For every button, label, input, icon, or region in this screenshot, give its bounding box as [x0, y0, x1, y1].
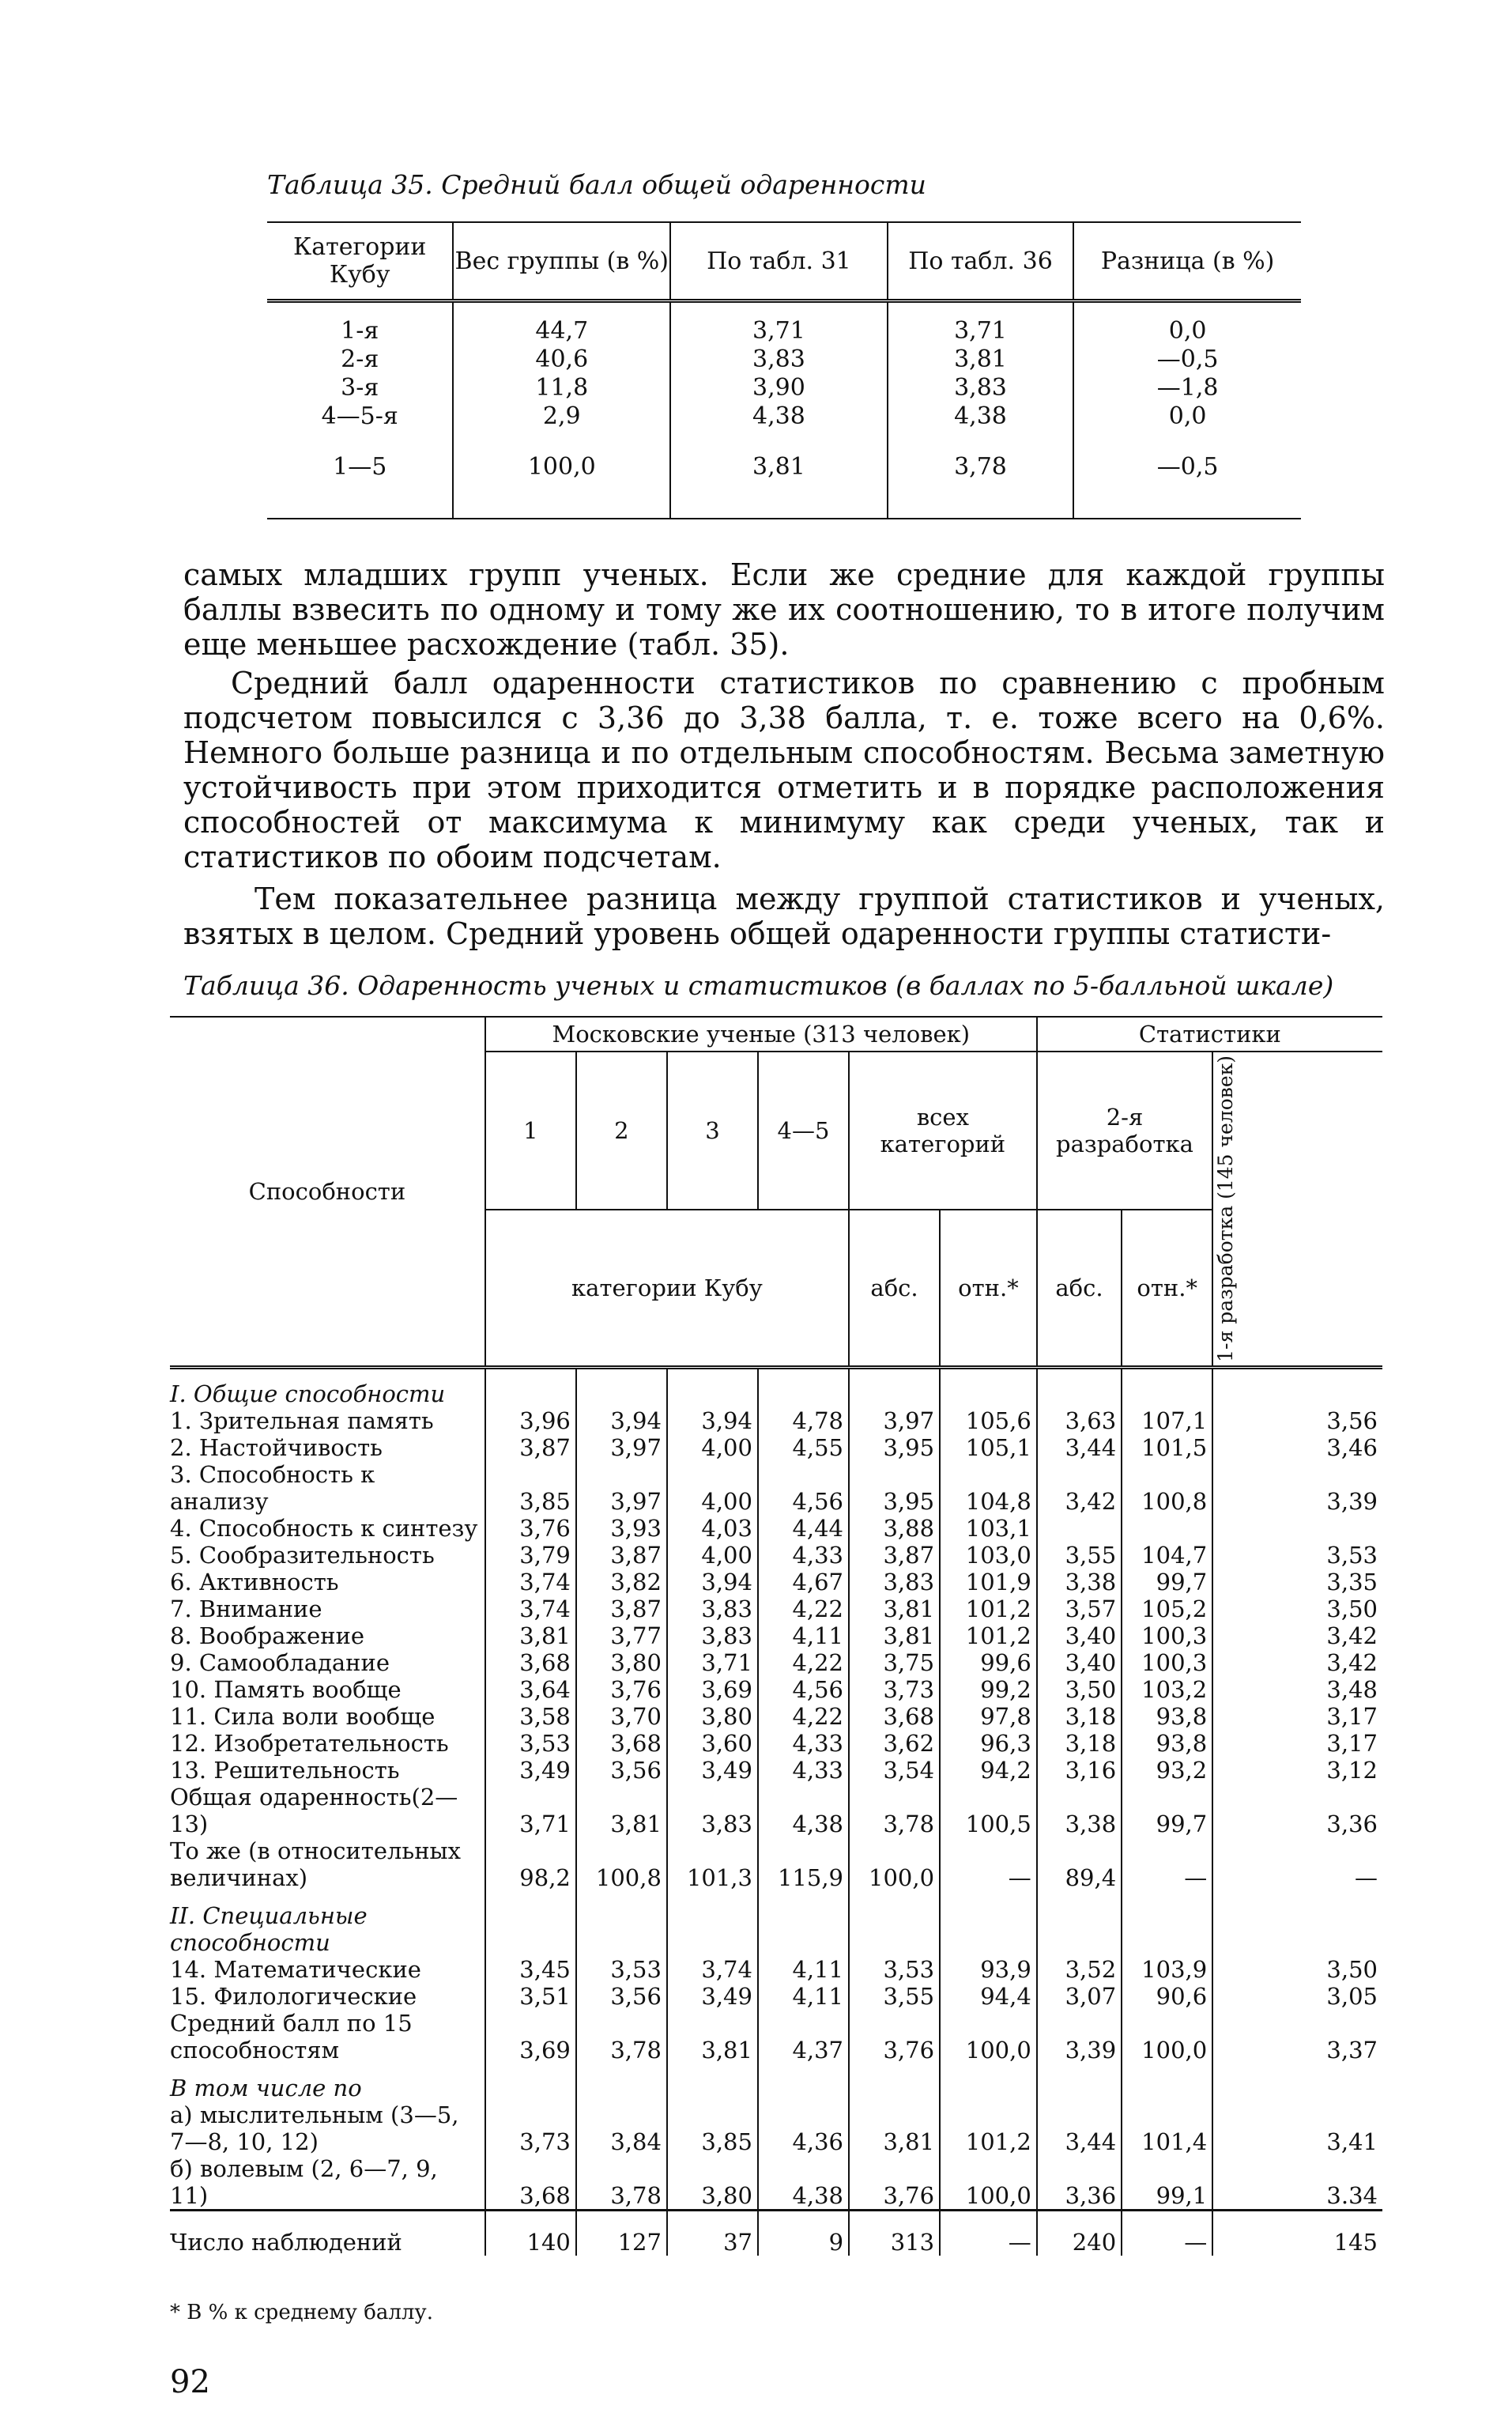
- row-label: 14. Математические: [170, 1955, 421, 1983]
- table-cell: [1212, 1515, 1382, 1542]
- header-cell: Категории Кубу: [267, 222, 453, 301]
- table-cell: 3,69: [485, 2010, 576, 2064]
- row-label: 13. Решительность: [170, 1756, 400, 1784]
- statisticians-header: Статистики: [1037, 1017, 1382, 1052]
- paragraph: Тем показательнее разница между группой статистиков и ученых, взятых в целом. Средний уровень общей одаренности группы статисти-: [183, 882, 1385, 951]
- table-row: [170, 1956, 1382, 1983]
- table-cell: 3,85: [485, 1461, 576, 1515]
- table-cell: 145: [1212, 2210, 1382, 2256]
- table-cell: 3,78: [888, 447, 1073, 519]
- table-cell: 3,77: [576, 1622, 667, 1649]
- row-label: 3. Способность к анализу: [170, 1460, 375, 1515]
- table-cell: 4,78: [758, 1407, 849, 1434]
- table-row: [170, 1515, 1382, 1542]
- table-cell: 3,53: [1212, 1542, 1382, 1569]
- row-label: Число наблюдений: [170, 2210, 485, 2256]
- table-cell: 101,2: [940, 2101, 1037, 2155]
- row-label: 1. Зрительная память: [170, 1407, 434, 1434]
- all-categories-header: всех категорий: [849, 1052, 1037, 1210]
- section-label: II. Специальные способности: [170, 1901, 368, 1956]
- row-label: 7. Внимание: [170, 1595, 322, 1622]
- table-cell: 3,87: [576, 1595, 667, 1622]
- table-cell: 3,68: [849, 1703, 940, 1730]
- paragraph: Средний балл одаренности статистиков по сравнению с пробным подсчетом повысился с 3,36 до 3,38 балла, т. е. тоже всего на 0,6%. Немного больше разница и по отдельным способностям. Весьма заметную устойчивость при этом приходится отметить и в порядке расположения способностей от максимума к минимуму как среди ученых, так и статистиков по обоим подсчетам.: [183, 666, 1385, 874]
- table-cell: 3,81: [849, 1595, 940, 1622]
- table-cell: 3,83: [667, 1622, 758, 1649]
- row-label: 2. Настойчивость: [170, 1433, 383, 1461]
- table-cell: 3,54: [849, 1757, 940, 1784]
- table-cell: 104,7: [1122, 1542, 1212, 1569]
- table-row: [170, 1595, 1382, 1622]
- table-36-body: [170, 1367, 1382, 2256]
- table-cell: 3,53: [576, 1956, 667, 1983]
- table-cell: 3,62: [849, 1730, 940, 1757]
- table-cell: 3,81: [849, 2101, 940, 2155]
- table-cell: 3,96: [485, 1407, 576, 1434]
- table-cell: [1037, 1515, 1122, 1542]
- table-cell: 4,03: [667, 1515, 758, 1542]
- table-cell: 3,76: [849, 2010, 940, 2064]
- paragraph: самых младших групп ученых. Если же средние для каждой группы баллы взвесить по одному и тому же их соотношению, то в итоге получим еще меньшее расхождение (табл. 35).: [183, 557, 1385, 662]
- table-cell: 3,71 3,83 3,90 4,38: [670, 301, 888, 447]
- table-cell: 99,7: [1122, 1784, 1212, 1837]
- table-cell: 313: [849, 2210, 940, 2256]
- table-cell: 3,18: [1037, 1730, 1122, 1757]
- table-cell: 3,17: [1212, 1703, 1382, 1730]
- table-cell: 3,80: [667, 1703, 758, 1730]
- table-cell: 94,2: [940, 1757, 1037, 1784]
- table-cell: 3,76: [576, 1676, 667, 1703]
- table-cell: 99,6: [940, 1649, 1037, 1676]
- table-cell: 3,69: [667, 1676, 758, 1703]
- kubu-categories-header: категории Кубу: [485, 1210, 849, 1367]
- table-cell: 4,33: [758, 1730, 849, 1757]
- table-cell: 93,8: [1122, 1730, 1212, 1757]
- table-36: [170, 1016, 1382, 2256]
- table-cell: 100,8: [576, 1837, 667, 1891]
- row-label: 6. Активность: [170, 1568, 339, 1595]
- table-cell: 3,76: [485, 1515, 576, 1542]
- table-cell: 3,73: [849, 1676, 940, 1703]
- table-cell: 3,75: [849, 1649, 940, 1676]
- table-cell: 3.34: [1212, 2155, 1382, 2211]
- table-cell: 3,78: [576, 2010, 667, 2064]
- table-cell: 101,5: [1122, 1434, 1212, 1461]
- table-cell: 3,94: [576, 1407, 667, 1434]
- table-cell: 3,49: [667, 1983, 758, 2010]
- table-cell: 3,42: [1037, 1461, 1122, 1515]
- table-cell: 127: [576, 2210, 667, 2256]
- table-cell: 93,2: [1122, 1757, 1212, 1784]
- table-cell: 3,41: [1212, 2101, 1382, 2155]
- table-cell: 3,18: [1037, 1703, 1122, 1730]
- table-cell: 115,9: [758, 1837, 849, 1891]
- table-cell: 240: [1037, 2210, 1122, 2256]
- table-cell: 3,71: [485, 1784, 576, 1837]
- table-row: [170, 1837, 1382, 1891]
- table-cell: —: [940, 1837, 1037, 1891]
- table-cell: 3,38: [1037, 1784, 1122, 1837]
- table-cell: 3,56: [576, 1983, 667, 2010]
- table-row: [170, 1703, 1382, 1730]
- table-cell: 4,33: [758, 1542, 849, 1569]
- table-cell: 105,6: [940, 1407, 1037, 1434]
- table-row: [170, 1407, 1382, 1434]
- table-cell: 107,1: [1122, 1407, 1212, 1434]
- cat-45-header: 4—5: [758, 1052, 849, 1210]
- header-cell: Вес группы (в %): [453, 222, 670, 301]
- table-row: [170, 1730, 1382, 1757]
- header-cell: Разница (в %): [1073, 222, 1301, 301]
- table-cell: 3,36: [1037, 2155, 1122, 2211]
- table-cell: 3,95: [849, 1434, 940, 1461]
- table-cell: 3,12: [1212, 1757, 1382, 1784]
- table-cell: 3,76: [849, 2155, 940, 2211]
- table-cell: 3,45: [485, 1956, 576, 1983]
- table-cell: 103,1: [940, 1515, 1037, 1542]
- table-cell: 4,00: [667, 1542, 758, 1569]
- table-cell: 4,38: [758, 1784, 849, 1837]
- table-cell: 3,88: [849, 1515, 940, 1542]
- table-cell: 100,0: [940, 2155, 1037, 2211]
- table-cell: 3,68: [576, 1730, 667, 1757]
- row-label: 12. Изобретательность: [170, 1729, 449, 1757]
- table-cell: 100,8: [1122, 1461, 1212, 1515]
- row-label: Общая одаренность(2—13): [170, 1783, 458, 1837]
- table-cell: 3,71: [667, 1649, 758, 1676]
- second-processing-header: 2-я разработка: [1037, 1052, 1212, 1210]
- table-cell: 4,22: [758, 1595, 849, 1622]
- table-cell: 101,2: [940, 1622, 1037, 1649]
- abs-header: абс.: [849, 1210, 940, 1367]
- table-cell: 9: [758, 2210, 849, 2256]
- table-cell: 101,3: [667, 1837, 758, 1891]
- table-cell: 96,3: [940, 1730, 1037, 1757]
- row-label: б) волевым (2, 6—7, 9, 11): [170, 2154, 438, 2209]
- table-cell: 98,2: [485, 1837, 576, 1891]
- cat-2-header: 2: [576, 1052, 667, 1210]
- table-cell: 3,81: [667, 2010, 758, 2064]
- table-row: [170, 1784, 1382, 1837]
- table-cell: 3,79: [485, 1542, 576, 1569]
- table-cell: 4,67: [758, 1569, 849, 1595]
- table-row: [170, 2210, 1382, 2256]
- table-row: [170, 1569, 1382, 1595]
- table-cell: 105,1: [940, 1434, 1037, 1461]
- table-cell: 3,52: [1037, 1956, 1122, 1983]
- footnote: * В % к среднему баллу.: [170, 2301, 433, 2324]
- table-cell: 3,81: [670, 447, 888, 519]
- table-cell: 3,87: [849, 1542, 940, 1569]
- table-cell: 37: [667, 2210, 758, 2256]
- table-cell: 1—5: [267, 447, 453, 519]
- table-cell: —: [940, 2210, 1037, 2256]
- abilities-header: Способности: [170, 1017, 485, 1367]
- table-cell: 3,55: [849, 1983, 940, 2010]
- cat-1-header: 1: [485, 1052, 576, 1210]
- row-label: 9. Самообладание: [170, 1648, 390, 1676]
- table-cell: 1-я 2-я 3-я 4—5-я: [321, 317, 398, 430]
- table-cell: 3,49: [667, 1757, 758, 1784]
- table-cell: 3,94: [667, 1569, 758, 1595]
- table-row: [170, 1461, 1382, 1515]
- row-label: То же (в относительных величинах): [170, 1837, 461, 1891]
- table-cell: 3,55: [1037, 1542, 1122, 1569]
- table-row: [170, 1983, 1382, 2010]
- table-cell: 3,57: [1037, 1595, 1122, 1622]
- table-cell: 4,11: [758, 1622, 849, 1649]
- table-cell: 4,55: [758, 1434, 849, 1461]
- table-cell: 103,9: [1122, 1956, 1212, 1983]
- table-cell: 3,68: [485, 2155, 576, 2211]
- table-cell: 3,97: [849, 1407, 940, 1434]
- table-cell: 3,60: [667, 1730, 758, 1757]
- table-row: [170, 2155, 1382, 2211]
- table-cell: 99,7: [1122, 1569, 1212, 1595]
- table-total-row: [267, 447, 1301, 519]
- table-cell: —: [1122, 2210, 1212, 2256]
- table-row: [170, 1622, 1382, 1649]
- table-cell: 0,0 —0,5 —1,8 0,0: [1073, 301, 1301, 447]
- table-cell: 3,82: [576, 1569, 667, 1595]
- table-cell: 100,3: [1122, 1622, 1212, 1649]
- row-label: 8. Воображение: [170, 1622, 365, 1649]
- table-cell: 3,73: [485, 2101, 576, 2155]
- table-cell: 3,81: [849, 1622, 940, 1649]
- table-cell: 103,0: [940, 1542, 1037, 1569]
- table-cell: 3,68: [485, 1649, 576, 1676]
- table-cell: 89,4: [1037, 1837, 1122, 1891]
- table-cell: —: [1212, 1837, 1382, 1891]
- header-cell: По табл. 36: [888, 222, 1073, 301]
- table-35: [267, 221, 1301, 519]
- table-cell: 4,56: [758, 1676, 849, 1703]
- row-label: 10. Память вообще: [170, 1675, 402, 1703]
- table-cell: 3,48: [1212, 1676, 1382, 1703]
- table-cell: 99,1: [1122, 2155, 1212, 2211]
- table-35-caption: Таблица 35. Средний балл общей одаренности: [267, 169, 926, 200]
- table-cell: 104,8: [940, 1461, 1037, 1515]
- table-cell: 3,64: [485, 1676, 576, 1703]
- table-cell: 4,56: [758, 1461, 849, 1515]
- table-cell: 3,37: [1212, 2010, 1382, 2064]
- table-cell: 3,53: [485, 1730, 576, 1757]
- table-cell: 3,81: [485, 1622, 576, 1649]
- table-row: [170, 2010, 1382, 2064]
- table-cell: 4,22: [758, 1649, 849, 1676]
- table-cell: 3,74: [667, 1956, 758, 1983]
- table-cell: 3,56: [1212, 1407, 1382, 1434]
- table-cell: [1122, 1515, 1212, 1542]
- table-cell: 3,78: [849, 1784, 940, 1837]
- table-cell: 3,44: [1037, 2101, 1122, 2155]
- table-cell: —: [1122, 1837, 1212, 1891]
- table-cell: 3,81: [576, 1784, 667, 1837]
- table-cell: 99,2: [940, 1676, 1037, 1703]
- table-cell: 3,97: [576, 1461, 667, 1515]
- table-36-caption: Таблица 36. Одаренность ученых и статистиков (в баллах по 5-балльной шкале): [183, 970, 1334, 1001]
- table-cell: 90,6: [1122, 1983, 1212, 2010]
- table-cell: 100,0: [1122, 2010, 1212, 2064]
- table-cell: 3,97: [576, 1434, 667, 1461]
- table-cell: 3,53: [849, 1956, 940, 1983]
- row-label: 11. Сила воли вообще: [170, 1702, 436, 1730]
- table-cell: 3,42: [1212, 1649, 1382, 1676]
- row-label: а) мыслительным (3—5, 7—8, 10, 12): [170, 2101, 459, 2155]
- table-cell: 4,38: [758, 2155, 849, 2211]
- section-row: [170, 1891, 1382, 1956]
- rel-header: отн.*: [940, 1210, 1037, 1367]
- moscow-header: Московские ученые (313 человек): [485, 1017, 1037, 1052]
- table-cell: 3,74: [485, 1595, 576, 1622]
- table-cell: 4,00: [667, 1434, 758, 1461]
- table-cell: 3,84: [576, 2101, 667, 2155]
- page-number: 92: [170, 2364, 210, 2400]
- row-label: 4. Способность к синтезу: [170, 1514, 478, 1542]
- table-cell: 4,00: [667, 1461, 758, 1515]
- table-cell: 3,95: [849, 1461, 940, 1515]
- table-cell: 3,49: [485, 1757, 576, 1784]
- table-cell: 3,83: [667, 1784, 758, 1837]
- table-cell: 93,9: [940, 1956, 1037, 1983]
- table-cell: 4,11: [758, 1983, 849, 2010]
- table-cell: 100,0: [453, 447, 670, 519]
- table-cell: 3,50: [1037, 1676, 1122, 1703]
- table-cell: 3,50: [1212, 1595, 1382, 1622]
- table-cell: 3,40: [1037, 1649, 1122, 1676]
- header-cell: По табл. 31: [670, 222, 888, 301]
- table-cell: 44,7 40,6 11,8 2,9: [453, 301, 670, 447]
- cat-3-header: 3: [667, 1052, 758, 1210]
- table-row: [170, 1542, 1382, 1569]
- table-cell: 101,4: [1122, 2101, 1212, 2155]
- first-processing-header: 1-я разработка (145 человек): [1212, 1052, 1382, 1367]
- table-cell: 4,36: [758, 2101, 849, 2155]
- table-cell: 3,38: [1037, 1569, 1122, 1595]
- table-cell: 3,94: [667, 1407, 758, 1434]
- table-cell: 100,0: [849, 1837, 940, 1891]
- table-cell: 3,87: [485, 1434, 576, 1461]
- table-row: [170, 1649, 1382, 1676]
- table-row: [170, 1757, 1382, 1784]
- table-cell: 101,2: [940, 1595, 1037, 1622]
- table-cell: 3,07: [1037, 1983, 1122, 2010]
- table-cell: 3,42: [1212, 1622, 1382, 1649]
- table-row: [170, 2101, 1382, 2155]
- table-cell: 3,63: [1037, 1407, 1122, 1434]
- table-cell: 3,16: [1037, 1757, 1122, 1784]
- table-cell: 100,3: [1122, 1649, 1212, 1676]
- table-cell: 3,39: [1037, 2010, 1122, 2064]
- table-cell: 3,93: [576, 1515, 667, 1542]
- table-cell: 3,80: [576, 1649, 667, 1676]
- table-cell: 3,40: [1037, 1622, 1122, 1649]
- table-cell: 3,50: [1212, 1956, 1382, 1983]
- table-cell: 3,17: [1212, 1730, 1382, 1757]
- section-row: [170, 2064, 1382, 2101]
- section-row: [170, 1367, 1382, 1407]
- table-cell: 3,46: [1212, 1434, 1382, 1461]
- table-cell: 3,80: [667, 2155, 758, 2211]
- table-cell: 3,51: [485, 1983, 576, 2010]
- table-cell: 140: [485, 2210, 576, 2256]
- section-label: В том числе по: [170, 2074, 362, 2101]
- table-cell: 3,83: [849, 1569, 940, 1595]
- table-cell: 101,9: [940, 1569, 1037, 1595]
- table-cell: 100,0: [940, 2010, 1037, 2064]
- table-cell: 3,78: [576, 2155, 667, 2211]
- table-cell: 3,39: [1212, 1461, 1382, 1515]
- section-label: I. Общие способности: [170, 1380, 446, 1407]
- table-cell: 105,2: [1122, 1595, 1212, 1622]
- table-cell: 103,2: [1122, 1676, 1212, 1703]
- row-label: Средний балл по 15 способностям: [170, 2009, 413, 2064]
- table-cell: 4,44: [758, 1515, 849, 1542]
- table-cell: 3,05: [1212, 1983, 1382, 2010]
- table-cell: 3,70: [576, 1703, 667, 1730]
- row-label: 15. Филологические: [170, 1982, 417, 2010]
- table-cell: 93,8: [1122, 1703, 1212, 1730]
- table-cell: 94,4: [940, 1983, 1037, 2010]
- table-row: [170, 1676, 1382, 1703]
- rel-header: отн.*: [1122, 1210, 1212, 1367]
- table-cell: 3,83: [667, 1595, 758, 1622]
- table-cell: 3,56: [576, 1757, 667, 1784]
- table-cell: 4,22: [758, 1703, 849, 1730]
- table-cell: 4,33: [758, 1757, 849, 1784]
- table-cell: 3,58: [485, 1703, 576, 1730]
- abs-header: абс.: [1037, 1210, 1122, 1367]
- table-cell: 97,8: [940, 1703, 1037, 1730]
- table-cell: 100,5: [940, 1784, 1037, 1837]
- table-row: [170, 1434, 1382, 1461]
- table-cell: 4,37: [758, 2010, 849, 2064]
- table-cell: 3,35: [1212, 1569, 1382, 1595]
- table-cell: 4,11: [758, 1956, 849, 1983]
- table-cell: 3,74: [485, 1569, 576, 1595]
- row-label: 5. Сообразительность: [170, 1541, 435, 1569]
- table-cell: 3,85: [667, 2101, 758, 2155]
- table-cell: 3,36: [1212, 1784, 1382, 1837]
- table-cell: 3,44: [1037, 1434, 1122, 1461]
- table-cell: 3,71 3,81 3,83 4,38: [888, 301, 1073, 447]
- table-cell: 3,87: [576, 1542, 667, 1569]
- table-cell: —0,5: [1073, 447, 1301, 519]
- table-row: [267, 301, 1301, 447]
